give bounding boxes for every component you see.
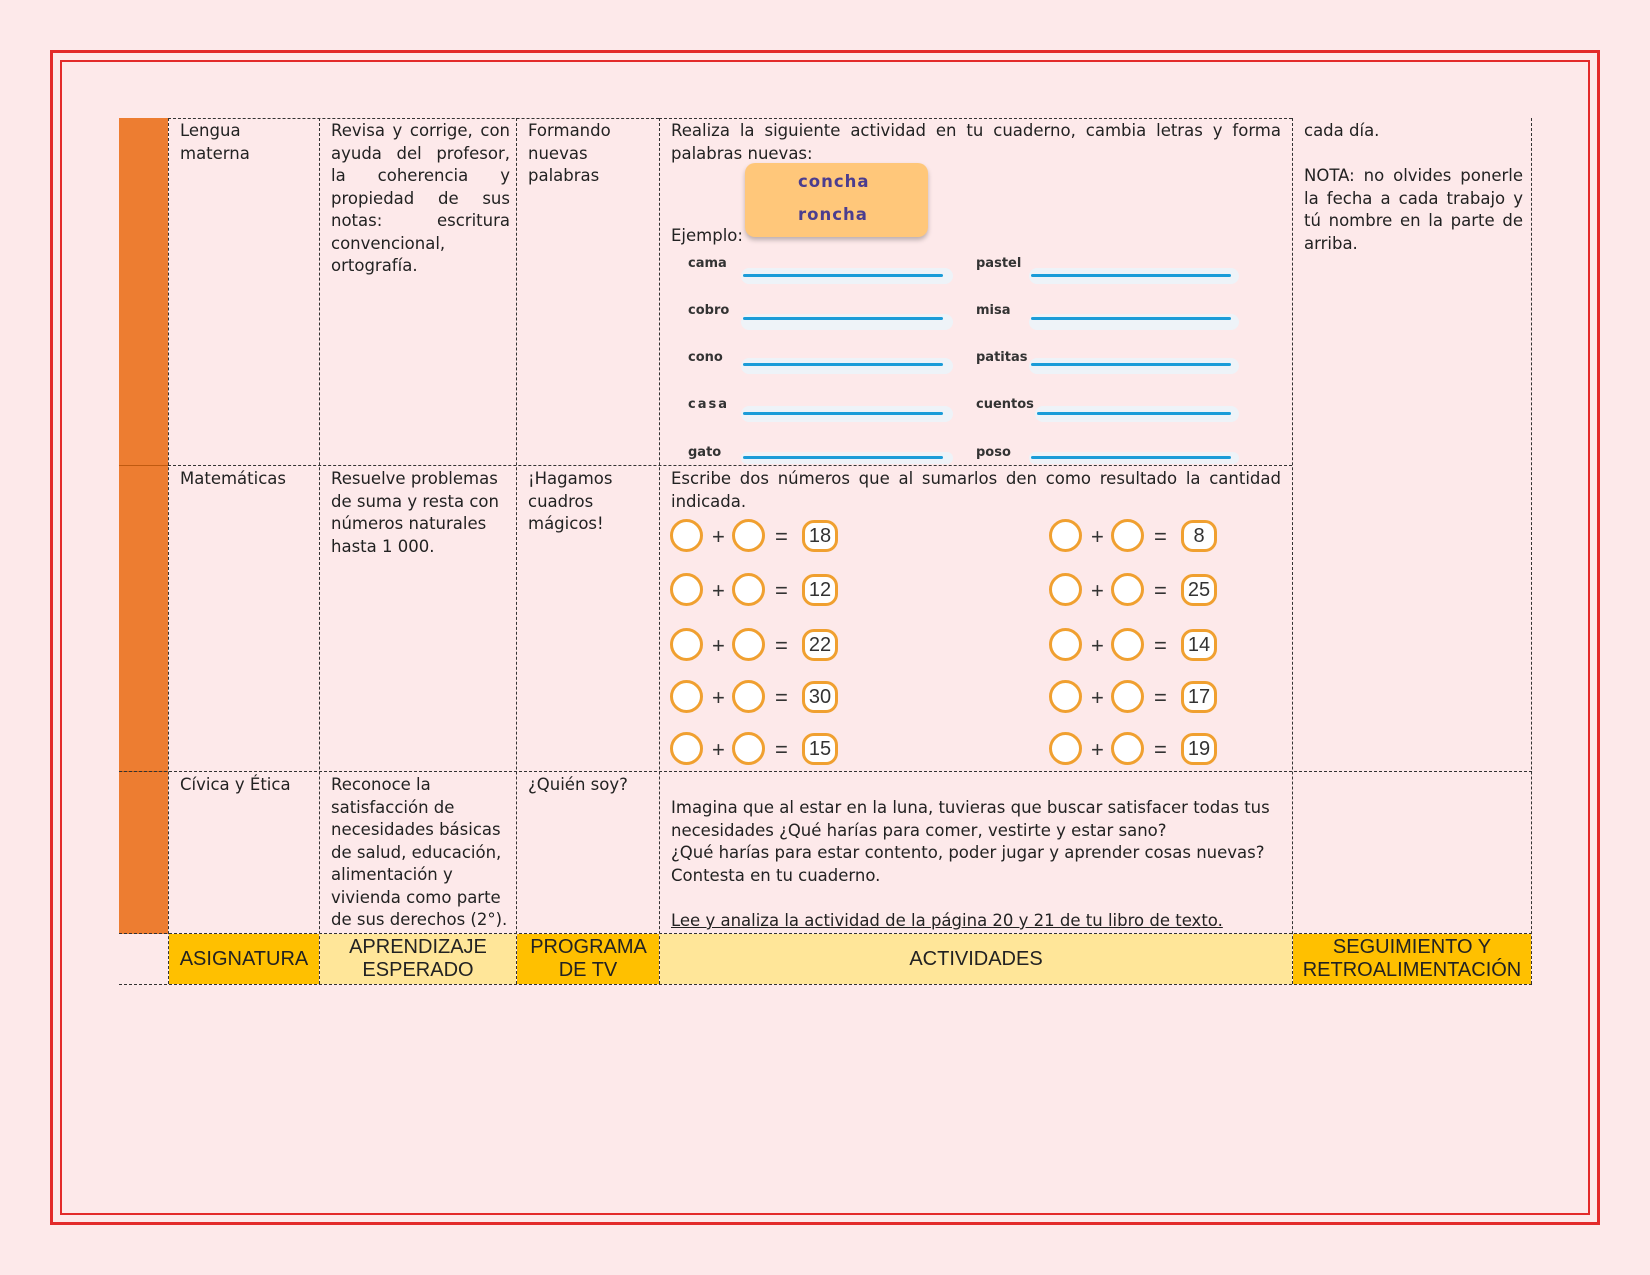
plus-sign: + [1091,737,1104,762]
word-label: misa [976,303,1011,318]
plus-sign: + [712,685,725,710]
word-label: cuentos [976,397,1034,412]
addition-equation [670,628,850,664]
table-border [119,984,1532,985]
word-label: patitas [976,350,1028,365]
answer-line [743,274,943,277]
word-label: gato [688,445,722,460]
answer-circle[interactable] [670,732,703,765]
answer-circle[interactable] [1049,732,1082,765]
equals-sign: = [1154,524,1167,549]
civica-actividad-1: Imagina que al estar en la luna, tuvieras que buscar satisfacer todas tus necesidades ¿Qué harías para comer, vestirte y estar sano? [671,798,1270,840]
plus-sign: + [712,578,725,603]
sum-result: 8 [1181,520,1217,552]
equals-sign: = [1154,685,1167,710]
answer-line [743,412,943,415]
equals-sign: = [775,737,788,762]
addition-equation [670,732,850,768]
row-marker-separator [119,465,168,466]
textbook-reference: Lee y analiza la actividad de la página 20 y 21 de tu libro de texto. [671,911,1223,930]
plus-sign: + [1091,685,1104,710]
addition-equation [1049,519,1229,555]
civica-actividad-2: ¿Qué harías para estar contento, poder jugar y aprender cosas nuevas? Contesta en tu cuaderno. [671,843,1265,885]
seguimiento-text: cada día. [1304,121,1380,140]
civica-programa: ¿Quién soy? [528,775,628,794]
equals-sign: = [775,524,788,549]
word-label: casa [688,397,729,412]
answer-circle[interactable] [670,680,703,713]
sum-result: 14 [1181,629,1217,661]
answer-line [1037,412,1231,415]
word-label: pastel [976,256,1022,271]
header-aprendizaje: APRENDIZAJE ESPERADO [320,934,516,984]
civica-actividad-3 [660,909,1285,933]
answer-line [1031,363,1231,366]
answer-circle[interactable] [1049,573,1082,606]
answer-circle[interactable] [670,573,703,606]
sum-result: 15 [802,733,838,765]
answer-line [1031,317,1231,320]
table-border [1531,118,1532,984]
answer-circle[interactable] [670,519,703,552]
header-programa: PROGRAMA DE TV [517,934,659,984]
sum-result: 25 [1181,574,1217,606]
answer-circle[interactable] [1049,519,1082,552]
sum-result: 12 [802,574,838,606]
answer-circle[interactable] [732,680,765,713]
plus-sign: + [712,737,725,762]
addition-equation [670,519,850,555]
answer-line [743,363,943,366]
equals-sign: = [775,633,788,658]
mate-aprendizaje: Resuelve problemas de suma y resta con números naturales hasta 1 000. [331,469,499,556]
column-divider [168,118,169,984]
header-asignatura: ASIGNATURA [169,934,319,984]
lengua-actividad-intro: Realiza la siguiente actividad en tu cuaderno, cambia letras y forma palabras nuevas: [671,121,1281,163]
mate-actividad-intro: Escribe dos números que al sumarlos den como resultado la cantidad indicada. [671,469,1281,511]
ejemplo-label: Ejemplo: [671,226,743,245]
lengua-asignatura: Lengua materna [180,121,250,163]
equals-sign: = [1154,737,1167,762]
answer-circle[interactable] [1049,680,1082,713]
answer-circle[interactable] [1111,519,1144,552]
civica-aprendizaje: Reconoce la satisfacción de necesidades básicas de salud, educación, alimentación y vivienda como parte de sus derechos (2°). [331,775,508,929]
sum-result: 18 [802,520,838,552]
equals-sign: = [775,685,788,710]
addition-equation [670,680,850,716]
row-divider [119,771,1532,772]
civica-asignatura: Cívica y Ética [180,775,291,794]
mate-asignatura: Matemáticas [180,469,286,488]
plus-sign: + [712,524,725,549]
equals-sign: = [1154,578,1167,603]
seguimiento-nota: NOTA: no olvides ponerle la fecha a cada trabajo y tú nombre en la parte de arriba. [1304,166,1523,253]
plus-sign: + [1091,633,1104,658]
answer-circle[interactable] [1111,732,1144,765]
mate-programa: ¡Hagamos cuadros mágicos! [528,469,613,533]
word-label: cobro [688,303,730,318]
word-label: cono [688,350,723,365]
answer-circle[interactable] [732,732,765,765]
answer-field[interactable] [741,358,953,374]
ejemplo-word: roncha [798,205,868,224]
sum-result: 19 [1181,733,1217,765]
plus-sign: + [712,633,725,658]
answer-circle[interactable] [1111,628,1144,661]
plus-sign: + [1091,524,1104,549]
addition-equation [1049,732,1229,768]
answer-circle[interactable] [1111,680,1144,713]
row-divider [168,465,1292,466]
equals-sign: = [1154,633,1167,658]
addition-equation [1049,573,1229,609]
answer-line [743,317,943,320]
row-marker-bar [119,118,168,934]
addition-equation [1049,628,1229,664]
plus-sign: + [1091,578,1104,603]
answer-line [1031,274,1231,277]
column-divider [516,118,517,984]
answer-line [1031,456,1231,459]
addition-equation [670,573,850,609]
answer-circle[interactable] [732,573,765,606]
equals-sign: = [775,578,788,603]
ejemplo-word: concha [798,172,870,191]
header-actividades: ACTIVIDADES [660,934,1292,984]
answer-circle[interactable] [732,628,765,661]
lengua-aprendizaje: Revisa y corrige, con ayuda del profesor, la coherencia y propiedad de sus notas: escritura convencional, ortografía. [331,121,510,275]
word-label: poso [976,445,1011,460]
ejemplo-box [745,163,928,237]
sum-result: 22 [802,629,838,661]
answer-circle[interactable] [732,519,765,552]
answer-circle[interactable] [670,628,703,661]
lengua-programa: Formando nuevas palabras [528,121,611,185]
addition-equation [1049,680,1229,716]
sum-result: 17 [1181,681,1217,713]
answer-field[interactable] [1029,358,1239,374]
header-seguimiento: SEGUIMIENTO Y RETROALIMENTACIÓN [1293,934,1531,984]
answer-circle[interactable] [1049,628,1082,661]
answer-circle[interactable] [1111,573,1144,606]
answer-line [743,456,943,459]
word-label: cama [688,256,727,271]
sum-result: 30 [802,681,838,713]
